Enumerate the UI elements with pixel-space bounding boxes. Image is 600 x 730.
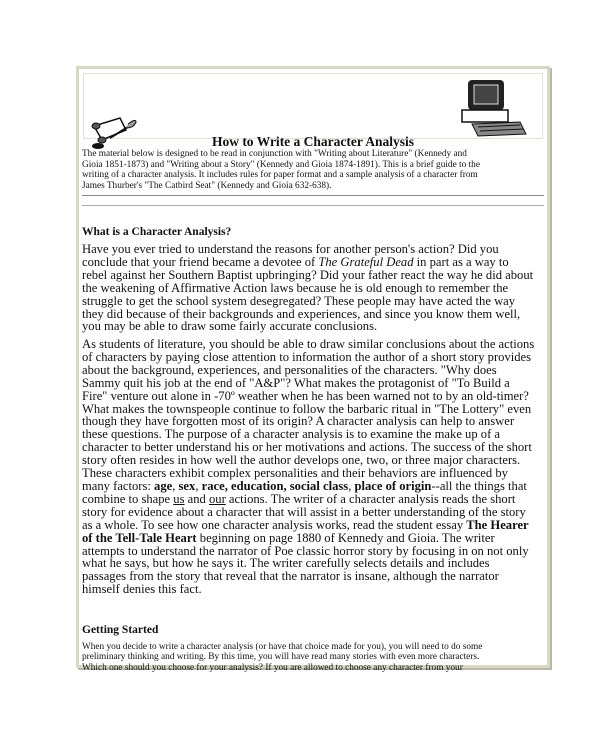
text-segment: James Thurber's "The Catbird Seat" (Kennedy and Gioia 632-638). bbox=[82, 181, 332, 192]
text-segment: conclude that your friend became a devotee of bbox=[82, 254, 319, 269]
emphasis-text: us bbox=[173, 491, 185, 506]
emphasis-text: place of origin bbox=[354, 478, 432, 493]
text-line bbox=[82, 170, 480, 181]
text-segment: they did because of their backgrounds and experiences, and since you know them well, bbox=[82, 306, 521, 321]
emphasis-text: our bbox=[208, 491, 226, 506]
body-paragraph bbox=[82, 642, 482, 673]
text-segment: Fire" venture out alone in -70º weather when he has been warned not to by an old-timer? bbox=[82, 388, 529, 403]
text-segment: Have you ever tried to understand the reasons for another person's action? Did you bbox=[82, 242, 499, 256]
text-segment: rebel against her Southern Baptist upbringing? Did your father react the way he did about bbox=[82, 267, 534, 282]
text-segment: Which one should you choose for your analysis? If you are allowed to choose any character from your bbox=[82, 662, 463, 673]
text-segment: story for evidence about a character that will assist in a better understanding of the story bbox=[82, 504, 526, 519]
text-line bbox=[82, 583, 534, 596]
emphasis-text: The Hearer bbox=[466, 517, 529, 532]
intro-paragraph bbox=[82, 149, 480, 192]
document-header bbox=[83, 73, 543, 149]
text-segment: What makes the townspeople continue to follow the barbaric ritual in "The Lottery" even bbox=[82, 401, 532, 416]
text-line bbox=[82, 160, 480, 171]
emphasis-text: race, education, social class bbox=[201, 478, 349, 493]
text-segment: you may be able to draw some fairly accurate conclusions. bbox=[82, 319, 378, 334]
emphasis-text: of the Tell-Tale Heart bbox=[82, 530, 197, 545]
emphasis-text: sex bbox=[178, 478, 196, 493]
text-segment: When you decide to write a character analysis (or have that choice made for you), you will need to do some bbox=[82, 642, 483, 652]
text-segment: though they have forgotten most of its origin? A character analysis can help to answer bbox=[82, 414, 515, 429]
text-segment: writing of a character analysis. It includes rules for paper format and a sample analysis of a character from bbox=[82, 170, 478, 181]
text-segment: , bbox=[195, 478, 202, 493]
text-segment: in part as a way to bbox=[413, 254, 509, 269]
body-paragraph bbox=[82, 338, 534, 596]
text-segment: and bbox=[184, 491, 209, 506]
text-segment: story often resides in how well the author develops one, two, or three major characters. bbox=[82, 453, 521, 468]
text-segment: about the background, experiences, and personalities of the characters. "Why does bbox=[82, 362, 497, 377]
text-segment: actions. The writer of a character analysis reads the short bbox=[225, 491, 516, 506]
body-paragraph bbox=[82, 243, 533, 333]
text-segment: These characters exhibit complex personalities and their behaviors are influenced by bbox=[82, 466, 508, 481]
text-line bbox=[82, 149, 480, 160]
text-segment: what he says, but how he says it. The writer carefully selects details and includes bbox=[82, 556, 490, 571]
text-segment: these questions. The purpose of a character analysis is to examine the make up of a bbox=[82, 427, 501, 442]
text-segment: The material below is designed to be read in conjunction with "Writing about Literature" (Kennedy and bbox=[82, 149, 467, 159]
text-segment: beginning on page 1880 of Kennedy and Gioia. The writer bbox=[196, 530, 495, 545]
text-segment: passages from the story that reveal that the narrator is insane, although the narrator bbox=[82, 569, 499, 584]
text-segment: many factors: bbox=[82, 478, 155, 493]
text-segment: himself denies this fact. bbox=[82, 582, 202, 597]
text-segment: , bbox=[172, 478, 179, 493]
text-segment: attempts to understand the narrator of Poe classic horror story by focusing in on not only bbox=[82, 543, 529, 558]
text-segment: character to better understand his or her motivations and actions. The success of the short bbox=[82, 440, 532, 455]
section-heading: Getting Started bbox=[82, 624, 159, 636]
document-page bbox=[76, 66, 550, 673]
text-line bbox=[82, 320, 533, 333]
emphasis-text: age bbox=[154, 478, 173, 493]
text-segment: As students of literature, you should be able to draw similar conclusions about the actions bbox=[82, 337, 535, 351]
text-line bbox=[82, 663, 482, 673]
text-segment: of characters by paying close attention to information the author of a short story provides bbox=[82, 349, 532, 364]
text-segment: preliminary thinking and writing. By this time, you will have read many stories with even more characters. bbox=[82, 652, 480, 663]
divider bbox=[82, 195, 544, 196]
page-title: How to Write a Character Analysis bbox=[211, 134, 415, 149]
text-segment: --all the things that bbox=[431, 478, 527, 493]
text-line bbox=[82, 642, 482, 652]
text-segment: struggle to get the school system desegregated? These people may have acted the way bbox=[82, 293, 516, 308]
text-segment: as a whole. To see how one character analysis works, read the student essay bbox=[82, 517, 467, 532]
text-segment: combine to shape bbox=[82, 491, 174, 506]
text-line bbox=[82, 181, 480, 192]
computer-icon bbox=[458, 78, 528, 138]
emphasis-text: The Grateful Dead bbox=[318, 254, 414, 269]
text-segment: , bbox=[348, 478, 355, 493]
section-heading: What is a Character Analysis? bbox=[82, 226, 232, 238]
divider bbox=[82, 205, 544, 206]
text-segment: the weakening of Affirmative Action laws because he is old enough to remember the bbox=[82, 280, 509, 295]
text-line bbox=[82, 652, 482, 662]
text-segment: Sammy quit his job at the end of "A&P"? What makes the protagonist of "To Build a bbox=[82, 375, 510, 390]
text-segment: Gioia 1851-1873) and "Writing about a Story" (Kennedy and Gioia 1874-1891). This is a brief guide to the bbox=[82, 159, 480, 170]
